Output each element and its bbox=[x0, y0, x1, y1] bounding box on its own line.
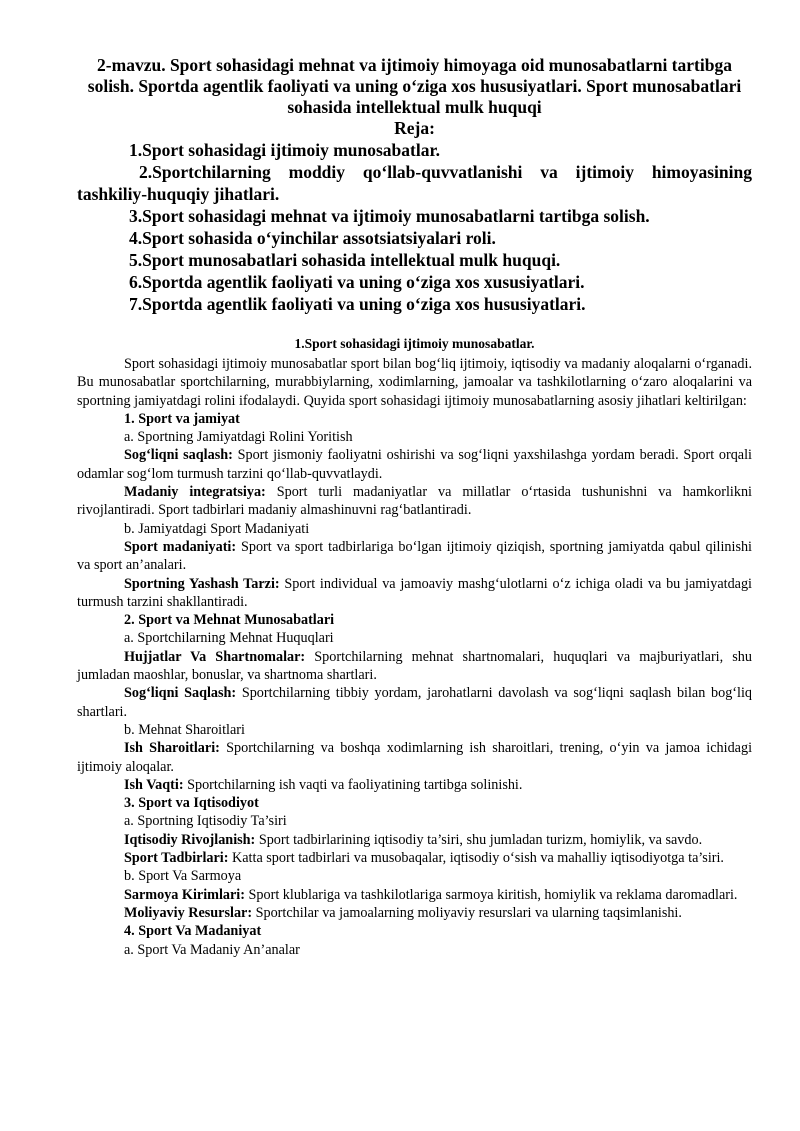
definition-text: Katta sport tadbirlari va musobaqalar, iqtisodiy o‘sish va mahalliy iqtisodiyotga ta’siri. bbox=[228, 850, 724, 867]
subsection-subheading: b. Jamiyatdagi Sport Madaniyati bbox=[124, 520, 310, 537]
definition-text: Sport individual va jamoaviy mashg‘ulotlarni o‘z ichiga oladi va bu jamiyatdagi turmush tarzini shakllantiradi. bbox=[77, 575, 752, 610]
definition-paragraph bbox=[77, 538, 752, 575]
subsection-heading-text: 2. Sport va Mehnat Munosabatlari bbox=[124, 612, 335, 629]
definition-text: Sport tadbirlarining iqtisodiy ta’siri, shu jumladan turizm, homiylik, va savdo. bbox=[255, 831, 703, 848]
definition-paragraph bbox=[77, 886, 752, 904]
subsection-subheading: a. Sport Va Madaniy An’analar bbox=[124, 941, 300, 958]
definition-text: Sportchilarning va boshqa xodimlarning ish sharoitlari, trening, o‘yin va jamoa ichidagi ijtimoiy aloqalar. bbox=[77, 740, 753, 775]
definition-text: Sport jismoniy faoliyatni oshirishi va sog‘liqni yaxshilashga yordam beradi. Sport orqali odamlar sog‘lom turmush tarzini qo‘llab-quvvatlaydi. bbox=[77, 447, 752, 482]
plan-item: 5.Sport munosabatlari sohasida intellektual mulk huquqi. bbox=[129, 250, 561, 270]
definition-term: Moliyaviy Resurslar: bbox=[124, 904, 253, 921]
definition-paragraph bbox=[77, 739, 752, 776]
definition-text: Sport va sport tadbirlariga bo‘lgan ijtimoiy qiziqish, sportning jamiyatda qabul qilinishi va sport an’analari. bbox=[77, 538, 752, 574]
plan-item: 1.Sport sohasidagi ijtimoiy munosabatlar. bbox=[129, 140, 441, 160]
definition-paragraph bbox=[77, 575, 752, 612]
subsection-subheading: b. Mehnat Sharoitlari bbox=[124, 721, 245, 738]
plan-item: 4.Sport sohasida o‘yinchilar assotsiatsiyalari roli. bbox=[129, 228, 496, 248]
definition-paragraph bbox=[77, 446, 752, 483]
plan-item: 7.Sportda agentlik faoliyati va uning o‘ziga xos hususiyatlari. bbox=[129, 294, 586, 314]
subsection-subheading: a. Sportning Iqtisodiy Ta’siri bbox=[124, 813, 287, 830]
section-heading: 1.Sport sohasidagi ijtimoiy munosabatlar. bbox=[294, 336, 535, 351]
definition-term: Sog‘liqni Saqlash: bbox=[124, 685, 237, 702]
definition-paragraph bbox=[77, 904, 752, 922]
definition-text: Sportchilarning tibbiy yordam, jarohatlarni davolash va sog‘liqni saqlash bilan bog‘liq shartlari. bbox=[77, 685, 752, 720]
definition-term: Sportning Yashash Tarzi: bbox=[124, 575, 280, 592]
subsection-heading-text: 4. Sport Va Madaniyat bbox=[124, 923, 262, 940]
definition-term: Sarmoya Kirimlari: bbox=[124, 886, 245, 903]
plan-item: 6.Sportda agentlik faoliyati va uning o‘ziga xos xususiyatlari. bbox=[129, 272, 585, 292]
plan-heading: Reja: bbox=[394, 118, 435, 138]
subsection-subheading: a. Sportchilarning Mehnat Huquqlari bbox=[124, 630, 334, 647]
definition-term: Hujjatlar Va Shartnomalar: bbox=[124, 648, 306, 665]
plan-item: 3.Sport sohasidagi mehnat va ijtimoiy munosabatlarni tartibga solish. bbox=[129, 206, 650, 226]
definition-text: Sport turli madaniyatlar va millatlar o‘rtasida tushunishni va hamkorlikni rivojlantiradi. Sport tadbirlari madaniy almashinuvni rag‘batlantiradi. bbox=[77, 484, 752, 519]
definition-term: Madaniy integratsiya: bbox=[124, 484, 266, 501]
subsection-heading bbox=[77, 922, 752, 940]
subsection-heading bbox=[77, 611, 752, 629]
definition-paragraph bbox=[77, 831, 752, 849]
subsection-heading-text: 1. Sport va jamiyat bbox=[124, 410, 240, 427]
definition-term: Iqtisodiy Rivojlanish: bbox=[124, 831, 256, 848]
definition-text: Sportchilarning ish vaqti va faoliyatining tartibga solinishi. bbox=[183, 776, 523, 793]
definition-paragraph bbox=[77, 648, 752, 685]
subsection-subheading: b. Sport Va Sarmoya bbox=[124, 868, 242, 885]
definition-paragraph bbox=[77, 776, 752, 794]
subsection-subheading: a. Sportning Jamiyatdagi Rolini Yoritish bbox=[124, 429, 353, 446]
definition-term: Sport madaniyati: bbox=[124, 538, 237, 555]
definition-text: Sportchilarning mehnat shartnomalari, huquqlari va majburiyatlari, shu jumladan maoshlar, bonuslar, va shartnoma shartlari. bbox=[77, 648, 752, 684]
definition-term: Ish Sharoitlari: bbox=[124, 740, 220, 757]
definition-paragraph bbox=[77, 849, 752, 867]
subsection-heading bbox=[77, 794, 752, 812]
section-intro-paragraph: Sport sohasidagi ijtimoiy munosabatlar sport bilan bog‘liq ijtimoiy, iqtisodiy va madaniy aloqalarni o‘rganadi. Bu munosabatlar sportchilarning, murabbiylarning, xodimlarning, jamoalar va tashkilotlarning o‘zaro aloqalarini va sportning jamiyatdagi rolini ifodalaydi. Quyida sport sohasidagi ijtimoiy munosabatlarning asosiy jihatlari keltirilgan: bbox=[77, 356, 752, 409]
definition-text: Sport klublariga va tashkilotlariga sarmoya kiritish, homiylik va reklama daromadlari. bbox=[244, 886, 738, 903]
definition-paragraph bbox=[77, 684, 752, 721]
definition-paragraph bbox=[77, 483, 752, 520]
subsection-heading bbox=[77, 410, 752, 428]
subsection-heading-text: 3. Sport va Iqtisodiyot bbox=[124, 795, 259, 812]
definition-term: Ish Vaqti: bbox=[124, 776, 184, 793]
topic-title: 2-mavzu. Sport sohasidagi mehnat va ijtimoiy himoyaga oid munosabatlarni tartibga solish. Sportda agentlik faoliyati va uning o‘ziga xos hususiyatlari. Sport munosabatlari sohasida intellektual mulk huquqi bbox=[87, 55, 742, 117]
definition-text: Sportchilar va jamoalarning moliyaviy resurslari va ularning taqsimlanishi. bbox=[252, 904, 682, 921]
section-body bbox=[77, 410, 752, 959]
plan-item: 2.Sportchilarning moddiy qo‘llab-quvvatlanishi va ijtimoiy himoyasining tashkiliy-huquqiy jihatlari. bbox=[77, 162, 752, 204]
plan-list bbox=[77, 139, 752, 315]
definition-term: Sport Tadbirlari: bbox=[124, 850, 229, 867]
definition-term: Sog‘liqni saqlash: bbox=[124, 447, 233, 464]
